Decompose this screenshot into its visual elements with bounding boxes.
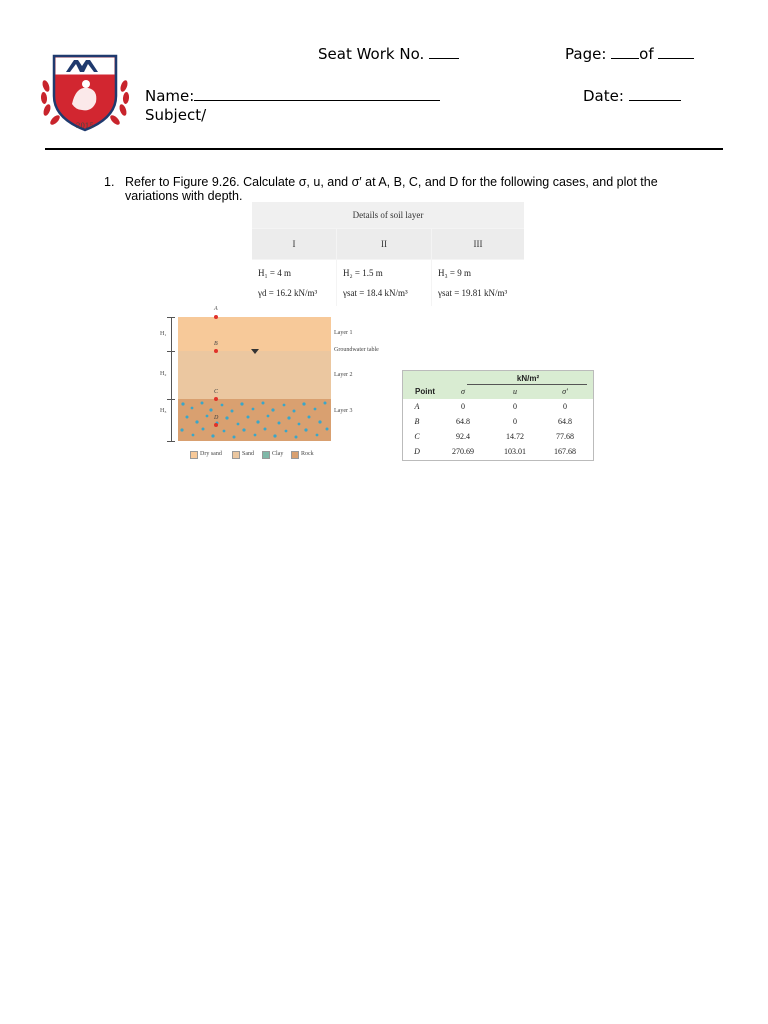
layer-3-unit-weight: γsat = 19.81 kN/m³ xyxy=(438,288,508,298)
row-a-u: 0 xyxy=(513,402,517,411)
stress-results-table xyxy=(402,370,594,461)
depth-tick-2 xyxy=(167,399,175,400)
depth-tick-1 xyxy=(167,351,175,352)
unit-header: kN/m² xyxy=(516,374,540,383)
row-d-u: 103.01 xyxy=(504,447,526,456)
layer-heading-1: I xyxy=(252,229,336,259)
clay-texture-icon xyxy=(178,399,331,441)
legend-sand: Sand xyxy=(242,451,254,457)
sand-layer xyxy=(178,351,331,399)
legend-clay: Clay xyxy=(272,451,284,457)
question-number: 1. xyxy=(104,175,115,189)
page-field xyxy=(565,44,694,63)
layer-2-height: H₂ = 1.5 m xyxy=(343,268,383,278)
legend-rock: Rock xyxy=(301,451,314,457)
depth-label-h1: H₁ xyxy=(160,331,167,337)
point-d-label: D xyxy=(214,415,219,421)
legend-dry-sand: Dry sand xyxy=(200,451,222,457)
clay-layer xyxy=(178,399,331,441)
subject-label: Subject/ xyxy=(145,106,207,124)
soil-details-table xyxy=(252,202,524,306)
depth-tick-bottom xyxy=(167,441,175,442)
soil-profile-figure xyxy=(160,305,390,465)
layer-values-3 xyxy=(432,260,524,306)
legend-swatch-sand xyxy=(232,451,240,459)
header-divider xyxy=(45,148,723,150)
layer-3-height: H₃ = 9 m xyxy=(438,268,471,278)
row-a-point: A xyxy=(414,402,420,411)
seat-work-field xyxy=(318,44,459,63)
date-blank[interactable] xyxy=(629,86,681,101)
col-total-stress: σ xyxy=(461,387,465,396)
layer-1-height: H₁ = 4 m xyxy=(258,268,291,278)
figure-legend xyxy=(190,450,360,460)
layer-1-label: Layer 1 xyxy=(334,330,353,336)
date-field xyxy=(583,86,681,105)
soil-details-caption: Details of soil layer xyxy=(252,202,524,228)
dry-sand-layer xyxy=(178,317,331,351)
point-a-marker xyxy=(214,315,218,319)
point-b-marker xyxy=(214,349,218,353)
row-c-sigma-eff: 77.68 xyxy=(556,432,574,441)
page-total-blank[interactable] xyxy=(658,44,694,59)
point-c-label: C xyxy=(214,389,219,395)
row-b-point: B xyxy=(414,417,420,426)
col-pore-pressure: u xyxy=(513,387,517,396)
point-b-label: B xyxy=(214,341,218,347)
unit-header-rule xyxy=(467,384,587,385)
page-label: Page: xyxy=(565,45,607,63)
seat-work-blank[interactable] xyxy=(429,44,459,59)
row-b-u: 0 xyxy=(513,417,517,426)
of-label: of xyxy=(639,45,654,63)
legend-swatch-clay xyxy=(262,451,270,459)
name-field xyxy=(145,86,440,105)
question-text: Refer to Figure 9.26. Calculate σ, u, and σ′ at A, B, C, and D for the following cases, and plot the variations with depth. xyxy=(125,175,658,203)
layer-values-1 xyxy=(252,260,336,306)
layer-heading-2: II xyxy=(337,229,431,259)
row-c-sigma: 92.4 xyxy=(456,432,470,441)
name-label: Name: xyxy=(145,87,195,105)
layer-2-label: Layer 2 xyxy=(334,372,353,378)
layer-3-label: Layer 3 xyxy=(334,408,353,414)
row-c-u: 14.72 xyxy=(506,432,524,441)
depth-label-h3: H₃ xyxy=(160,408,167,414)
groundwater-icon xyxy=(250,348,260,356)
legend-swatch-rock xyxy=(291,451,299,459)
point-d-marker xyxy=(214,423,218,427)
row-a-sigma: 0 xyxy=(461,402,465,411)
legend-swatch-dry-sand xyxy=(190,451,198,459)
row-b-sigma-eff: 64.8 xyxy=(558,417,572,426)
row-c-point: C xyxy=(414,432,420,441)
row-b-sigma: 64.8 xyxy=(456,417,470,426)
layer-2-unit-weight: γsat = 18.4 kN/m³ xyxy=(343,288,408,298)
depth-axis xyxy=(171,317,172,441)
logo-year: 2015 xyxy=(76,122,94,130)
row-a-sigma-eff: 0 xyxy=(563,402,567,411)
layer-heading-3: III xyxy=(432,229,524,259)
depth-label-h2: H₂ xyxy=(160,371,167,377)
depth-tick-top xyxy=(167,317,175,318)
school-logo xyxy=(36,52,134,134)
point-a-label: A xyxy=(214,306,218,312)
point-c-marker xyxy=(214,397,218,401)
subject-field xyxy=(145,106,206,124)
date-label: Date: xyxy=(583,87,624,105)
row-d-sigma-eff: 167.68 xyxy=(554,447,576,456)
layer-values-2 xyxy=(337,260,431,306)
groundwater-label: Groundwater table xyxy=(334,347,379,353)
page-number-blank[interactable] xyxy=(611,44,639,59)
col-effective-stress: σ′ xyxy=(562,387,568,396)
col-point: Point xyxy=(415,387,435,396)
name-blank[interactable] xyxy=(194,86,440,101)
row-d-point: D xyxy=(414,447,420,456)
layer-1-unit-weight: γd = 16.2 kN/m³ xyxy=(258,288,318,298)
row-d-sigma: 270.69 xyxy=(452,447,474,456)
seat-work-label: Seat Work No. xyxy=(318,45,425,63)
